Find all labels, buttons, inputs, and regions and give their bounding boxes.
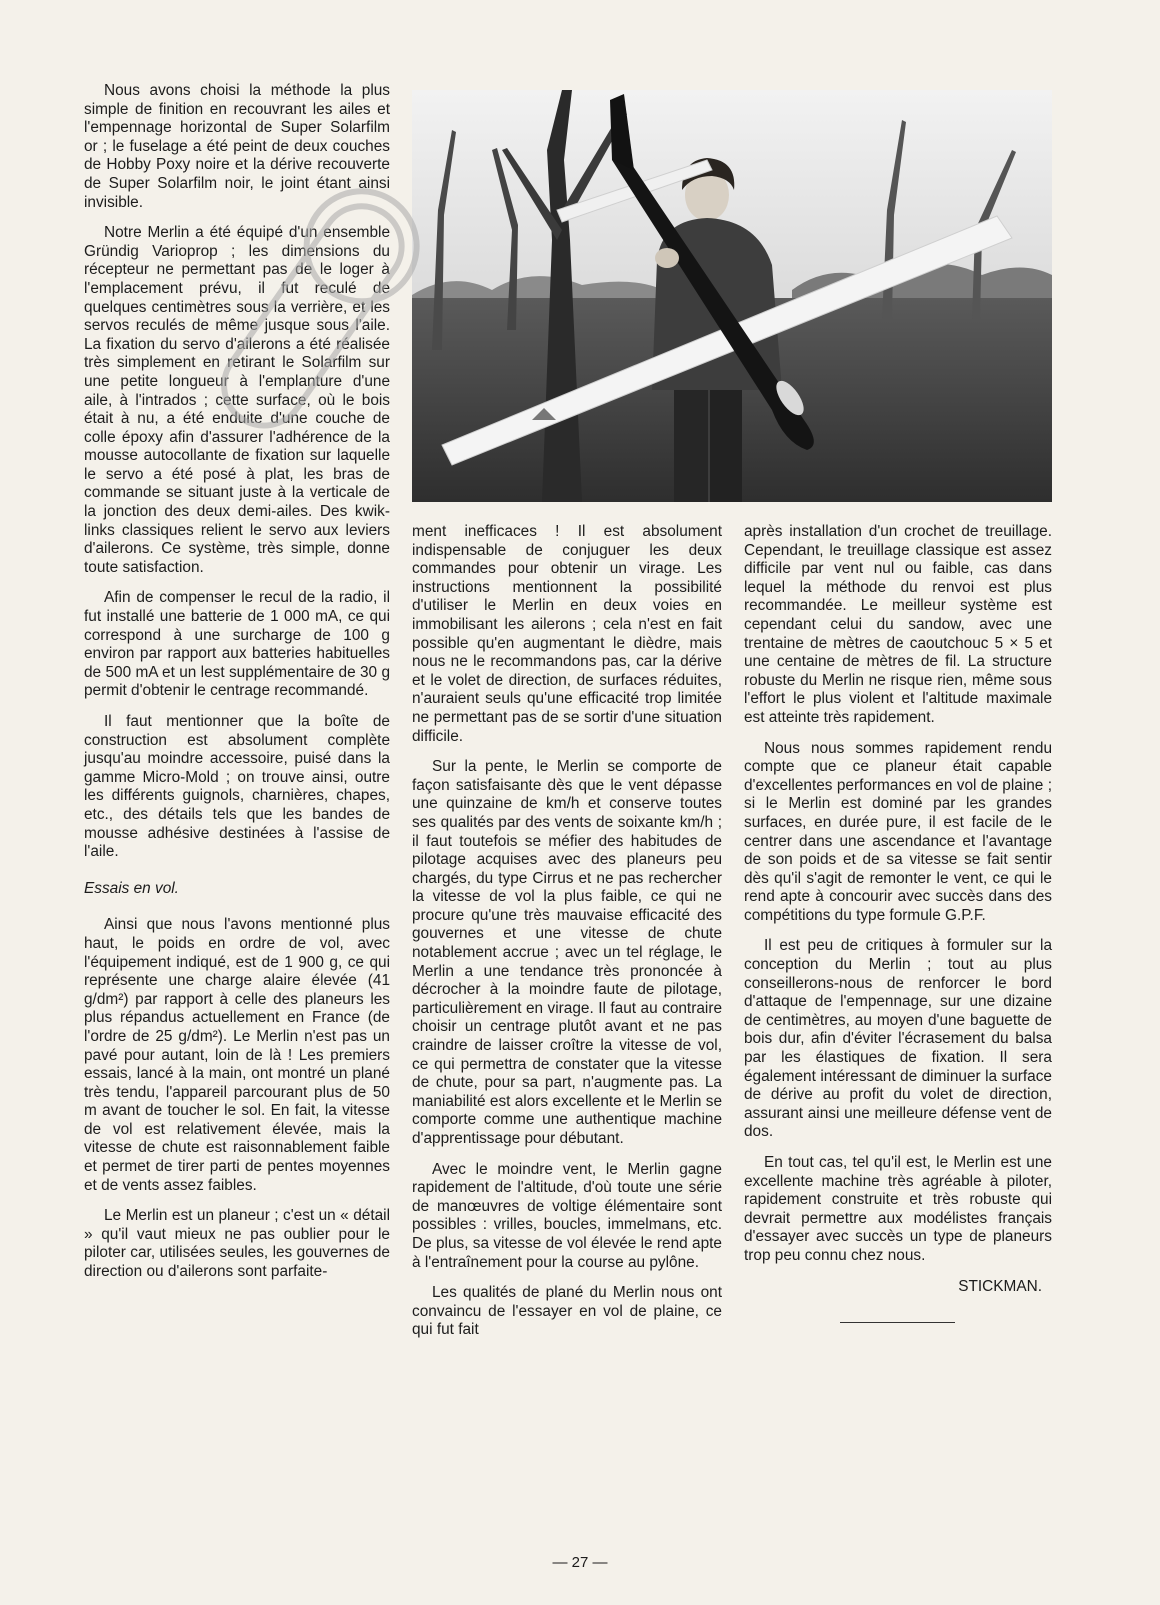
end-rule — [840, 1322, 955, 1323]
paragraph: Sur la pente, le Merlin se comporte de façon satisfaisante dès que le vent dépasse une quinzaine de km/h et conserve toutes ses qualités par des vents de soixante km/h ; il faut toutefois se méfier des habitudes de pilotage acquises avec des planeurs peu chargés, du type Cirrus et ne pas rechercher la vitesse de vol la plus faible, ce qui ne procure qu'une très mauvaise efficacité des gouvernes et une vitesse de chute notablement accrue ; avec un tel réglage, le Merlin a une tendance très prononcée à décrocher à la moindre faute de pilotage, particulièrement en virage. Il faut au contraire choisir un centrage plutôt avant et ne pas craindre de laisser croître la vitesse de vol, ce qui permettra de constater que la vitesse de chute, pour sa part, n'augmente pas. La maniabilité est alors excellente et le Merlin se comporte comme une authentique machine d'apprentissage pour débutant. — [412, 758, 722, 1147]
paragraph: Avec le moindre vent, le Merlin gagne rapidement de l'altitude, d'où toute une série de manœuvres de voltige élémentaire sont possibles : vrilles, boucles, immelmans, etc. De plus, sa vitesse de vol élevée le rend apte à l'entraînement pour la course au pylône. — [412, 1160, 722, 1271]
paragraph: Il est peu de critiques à formuler sur la conception du Merlin ; tout au plus conseillerons-nous de renforcer le bord d'attaque de l'empennage, sur une dizaine de centimètres, au moyen d'une baguette de bois dur, afin d'éviter l'écrasement du balsa par les élastiques de fixation. Il sera également intéressant de diminuer la surface de dérive au profit du volet de direction, assurant ainsi une meilleure défense vent de dos. — [744, 937, 1052, 1141]
article-column-1 — [84, 82, 390, 1294]
section-heading: Essais en vol. — [84, 879, 179, 897]
paragraph: Notre Merlin a été équipé d'un ensemble Gründig Varioprop ; les dimensions du récepteur ne permettant pas de le loger à l'emplacement prévu, il fut reculé de quelques centimètres sous la verrière, et les servos reculés de même jusque sous l'aile. La fixation du servo d'ailerons a été réalisée très simplement en retirant le Solarfilm sur une petite longueur à l'emplanture d'une aile, à l'intrados ; cette surface, où le bois était à nu, a été enduite d'une couche de colle époxy afin d'assurer l'adhérence de la mousse autocollante de fixation sur laquelle le servo a été posé à plat, les bras de commande se situant juste à la verticale de la jonction des deux demi-ailes. Des kwik-links classiques relient le servo aux leviers d'ailerons. Ce système, très simple, donne toute satisfaction. — [84, 224, 390, 576]
page-number: — 27 — — [552, 1554, 608, 1571]
paragraph: Les qualités de plané du Merlin nous ont convaincu de l'essayer en vol de plaine, ce qui fut fait — [412, 1284, 722, 1339]
paragraph: Afin de compenser le recul de la radio, il fut installé une batterie de 1 000 mA, ce qui correspond à une surcharge de 100 g environ par rapport aux batteries habituelles de 500 mA et un lest supplémentaire de 30 g permit d'obtenir le centrage recommandé. — [84, 589, 390, 700]
paragraph: Nous nous sommes rapidement rendu compte que ce planeur était capable d'excellentes performances en vol de plaine ; si le Merlin est dominé par les grandes surfaces, en durée pure, il est facile de le centrer dans une ascendance et l'avantage de son poids et de sa vitesse se fait sentir dès qu'il s'agit de remonter le vent, ce qui le rend apte à concourir avec succès dans des compétitions du type formule G.P.F. — [744, 739, 1052, 924]
article-column-3 — [744, 523, 1052, 1323]
paragraph: Le Merlin est un planeur ; c'est un « détail » qu'il vaut mieux ne pas oublier pour le piloter car, utilisées seules, les gouvernes de direction ou d'ailerons sont parfaite- — [84, 1207, 390, 1281]
paragraph: Nous avons choisi la méthode la plus simple de finition en recouvrant les ailes et l'empennage horizontal de Super Solarfilm or ; le fuselage a été peint de deux couches de Hobby Poxy noire et la dérive recouverte de Super Solarfilm noir, le joint étant ainsi invisible. — [84, 82, 390, 211]
paragraph: En tout cas, tel qu'il est, le Merlin est une excellente machine très agréable à piloter, rapidement construite et très robuste qui devrait permettre aux modélistes français d'essayer avec succès un type de planeurs trop peu connu chez nous. — [744, 1154, 1052, 1264]
article-column-2 — [412, 523, 722, 1352]
paragraph: Ainsi que nous l'avons mentionné plus haut, le poids en ordre de vol, avec l'équipement indiqué, est de 1 900 g, ce qui représente une charge alaire élevée (41 g/dm²) par rapport à celle des planeurs les plus répandus actuellement en France (de l'ordre de 25 g/dm²). Le Merlin n'est pas un pavé pour autant, loin de là ! Les premiers essais, lancé à la main, ont montré un plané très tendu, l'appareil parcourant plus de 50 m avant de toucher le sol. En fait, la vitesse de vol est relativement élevée, mais la vitesse de chute est raisonnablement faible et permet de tirer parti de pentes moyennes et de vents assez faibles. — [84, 916, 390, 1194]
paragraph: Il faut mentionner que la boîte de construction est absolument complète jusqu'au moindre accessoire, puisé dans la gamme Micro-Mold ; on trouve ainsi, outre les différents guignols, charnières, chapes, etc., des détails tels que les bandes de mousse adhésive destinées à l'assise de l'aile. — [84, 713, 390, 861]
author-signature: STICKMAN. — [958, 1277, 1042, 1295]
paragraph: après installation d'un crochet de treuillage. Cependant, le treuillage classique est assez difficile par vent nul ou faible, cas dans lequel la méthode du renvoi est plus recommandée. Le meilleur système est cependant celui du sandow, avec une trentaine de mètres de caoutchouc 5 × 5 et une centaine de mètres de fil. La structure robuste du Merlin ne risque rien, même sous l'effort le plus violent et l'altitude maximale est atteinte très rapidement. — [744, 523, 1052, 726]
glider-photo — [412, 90, 1052, 502]
paragraph: ment inefficaces ! Il est absolument indispensable de conjuguer les deux commandes pour obtenir un virage. Les instructions mentionnent la possibilité d'utiliser le Merlin en deux voies en immobilisant les ailerons ; cela n'est en fait possible qu'en augmentant le dièdre, mais nous ne le recommandons pas, car la dérive et le volet de direction, de surfaces réduites, n'auraient seuls qu'une efficacité trop limitée ne permettant pas de se sortir d'une situation difficile. — [412, 523, 722, 745]
